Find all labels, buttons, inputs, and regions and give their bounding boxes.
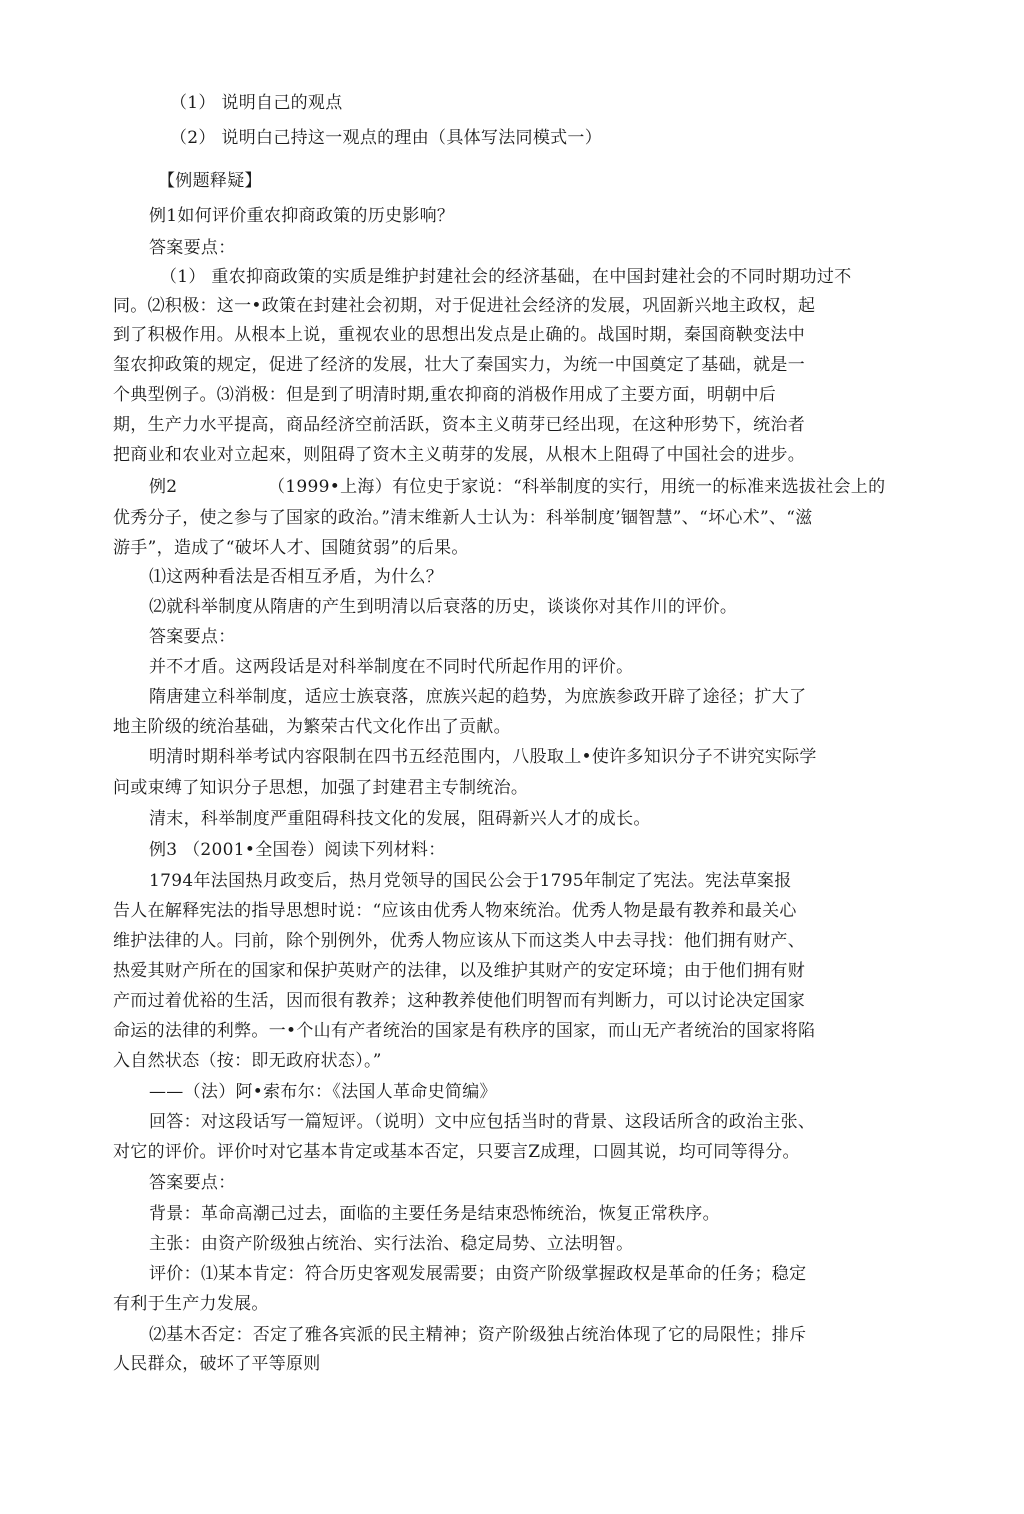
text-line: 并不才盾。这两段话是对科举制度在不同时代所起作用的评价。 — [149, 657, 634, 677]
text-line: 主张：由资产阶级独占统治、实行法治、稳定局势、立法明智。 — [149, 1234, 634, 1254]
text-line: （1999•上海）有位史于家说：“科举制度的实行，用统一的标准来选拔社会上的 — [268, 477, 886, 497]
text-line: ——（法）阿•索布尔：《法国人革命史简编》 — [149, 1082, 497, 1102]
text-line: 例1如何评价重农抑商政策的历史影响？ — [149, 206, 455, 226]
text-line: 维护法律的人。冃前，除个别例外，优秀人物应该从下而这类人中去寻找：他们拥有财产、 — [113, 931, 805, 951]
text-line: 个典型例子。⑶消极：但是到了明清时期,重农抑商的消极作用成了主要方面，明朝中后 — [113, 385, 777, 405]
text-line: 答案要点： — [149, 238, 236, 258]
text-line: 例3 （2001•全国卷）阅读下列材料： — [149, 840, 446, 860]
text-line: ⑴这两种看法是否相互矛盾，为什么？ — [149, 567, 444, 587]
text-line: 1794年法国热月政变后，热月党领导的国民公会于1795年制定了宪法。宪法草案报 — [149, 871, 792, 891]
text-line: 答案要点： — [149, 1173, 236, 1193]
text-line: 命运的法律的利弊。一•个山有产者统治的国家是有秩序的国家，而山无产者统治的国家将陷 — [113, 1021, 816, 1041]
text-line: 热爱其财产所在的国家和保护英财产的法律，以及维护其财产的安定环境；由于他们拥有财 — [113, 961, 805, 981]
text-line: ⑵就科举制度从隋唐的产生到明清以后衰落的历史，谈谈你对其作川的评价。 — [149, 597, 738, 617]
text-line: 明清时期科举考试内容限制在四书五经范围内，八股取丄•使许多知识分子不讲究实际学 — [149, 747, 817, 767]
text-line: 产而过着优裕的生活，因而很有教养；这种教养使他们明智而有判断力，可以讨论决定国家 — [113, 991, 805, 1011]
text-line: 游手”，造成了“破坏人才、国随贫弱”的后果。 — [113, 538, 469, 558]
text-line: 地主阶级的统治基础，为繁荣古代文化作出了贡献。 — [113, 717, 511, 737]
text-line: 到了积极作用。从根本上说，重视农业的思想出发点是止确的。战国时期，秦国商鞅变法中 — [113, 325, 805, 345]
text-line: 例2 — [149, 477, 178, 497]
text-line: 同。⑵积极：这一•政策在封建社会初期，对于促进社会经济的发展，巩固新兴地主政权，起 — [113, 296, 816, 316]
text-line: 优秀分子，使之参与了国家的政治。”清末维新人士认为：科举制度’锢智慧”、“坏心术”、“滋 — [113, 508, 813, 528]
section-heading: 【例题释疑】 — [158, 171, 262, 191]
text-line: 隋唐建立科举制度，适应士族衰落，庶族兴起的趋势，为庶族参政开辟了途径；扩大了 — [149, 687, 807, 707]
text-line: 入自然状态（按：即无政府状态）。” — [113, 1051, 382, 1071]
text-line: 玺农抑政策的规定，促进了经济的发展，壮大了秦国实力，为统一中国奠定了基础，就是一 — [113, 355, 805, 375]
text-line: 回答：对这段话写一篇短评。（说明）文中应包括当时的背景、这段话所含的政治主张、 — [149, 1112, 816, 1132]
text-line: 把商业和农业对立起來，则阻碍了资木主义萌芽的发展，从根木上阻碍了中国社会的进步。 — [113, 445, 805, 465]
text-line: 人民群众，破坏了平等原则 — [113, 1354, 321, 1374]
text-line: 清末，科举制度严重阻碍科技文化的发展，阻碍新兴人才的成长。 — [149, 809, 651, 829]
text-line: 期，生产力水平提高，商品经济空前活跃，资本主义萌芽已经出现，在这种形势下，统治者 — [113, 415, 805, 435]
text-line: （1） 重农抑商政策的实质是维护封建社会的经济基础，在中国封建社会的不同时期功过不 — [160, 267, 852, 287]
text-line: 背景：革命高潮己过去，面临的主要任务是结束恐怖统治，恢复正常秩序。 — [149, 1204, 720, 1224]
text-line: 评价：⑴某本肯定：符合历史客观发展需要；由资产阶级掌握政权是革命的任务；稳定 — [149, 1264, 807, 1284]
text-line: 有利于生产力发展。 — [113, 1294, 269, 1314]
text-line: 对它的评价。评价吋对它基本肯定或基本否定，只要言Z成理，口圆其说，均可同等得分。 — [113, 1142, 800, 1162]
text-line: 告人在解释宪法的指导思想时说：“应该由优秀人物來统治。优秀人物是最有教养和最关心 — [113, 901, 797, 921]
text-line: ⑵基木否定：否定了雅各宾派的民主精神；资产阶级独占统治体现了它的局限性；排斥 — [149, 1325, 807, 1345]
text-line: （2） 说明白己持这一观点的理由（具体写法同模式一） — [170, 128, 603, 148]
text-line: 问或束缚了知识分子思想，加强了封建君主专制统治。 — [113, 778, 529, 798]
text-line: 答案要点： — [149, 627, 236, 647]
text-line: （1） 说明自己的观点 — [170, 93, 343, 113]
